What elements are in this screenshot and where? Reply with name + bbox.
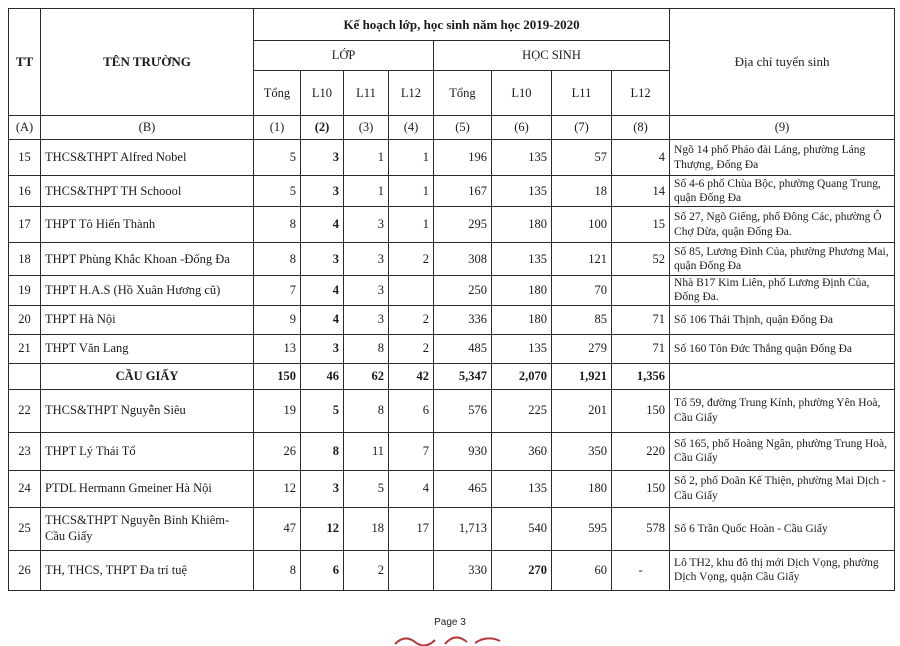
- col-code: (7): [552, 116, 612, 140]
- district-total: 46: [301, 363, 344, 389]
- stat-cell: 3: [344, 207, 389, 243]
- page-number: Page 3: [434, 617, 466, 628]
- table-row: [9, 243, 895, 276]
- stat-cell: 15: [612, 207, 670, 243]
- stat-cell: 330: [434, 550, 492, 590]
- stat-cell: 295: [434, 207, 492, 243]
- header-school-name: TÊN TRƯỜNG: [41, 9, 254, 116]
- col-code: (3): [344, 116, 389, 140]
- stat-cell: 12: [254, 470, 301, 507]
- stat-cell: 3: [301, 470, 344, 507]
- stat-cell: 4: [301, 305, 344, 334]
- admission-address: Số 85, Lương Đình Của, phường Phương Mai, quận Đống Đa: [670, 243, 895, 276]
- stat-cell: 270: [492, 550, 552, 590]
- row-index: 20: [9, 305, 41, 334]
- stat-cell: 1: [344, 176, 389, 207]
- table-row: [9, 507, 895, 550]
- stat-cell: 308: [434, 243, 492, 276]
- admission-address: Số 106 Thái Thịnh, quận Đống Đa: [670, 305, 895, 334]
- row-index: 21: [9, 334, 41, 363]
- stat-cell: 2: [389, 305, 434, 334]
- admission-address: Số 2, phố Doãn Kế Thiện, phường Mai Dịch - Cầu Giấy: [670, 470, 895, 507]
- stat-cell: 121: [552, 243, 612, 276]
- col-code: (2): [301, 116, 344, 140]
- row-index: 26: [9, 550, 41, 590]
- stat-cell: 135: [492, 470, 552, 507]
- school-name: THPT Hà Nội: [41, 305, 254, 334]
- stat-cell: 3: [301, 140, 344, 176]
- stat-cell: [389, 550, 434, 590]
- stat-cell: 350: [552, 432, 612, 470]
- col-code: (1): [254, 116, 301, 140]
- row-index: 18: [9, 243, 41, 276]
- stat-cell: 167: [434, 176, 492, 207]
- admission-address: Số 160 Tôn Đức Thắng quận Đống Đa: [670, 334, 895, 363]
- stat-cell: -: [612, 550, 670, 590]
- stat-cell: 360: [492, 432, 552, 470]
- row-index: 22: [9, 389, 41, 432]
- stat-cell: 71: [612, 305, 670, 334]
- stat-cell: 180: [552, 470, 612, 507]
- stat-cell: 1: [344, 140, 389, 176]
- stat-cell: 250: [434, 276, 492, 306]
- stat-cell: 201: [552, 389, 612, 432]
- stat-cell: 85: [552, 305, 612, 334]
- table-row: [9, 334, 895, 363]
- row-index: 23: [9, 432, 41, 470]
- stat-cell: 150: [612, 470, 670, 507]
- admission-address: Nhà B17 Kim Liên, phố Lương Định Của, Đống Đa.: [670, 276, 895, 306]
- stat-cell: 150: [612, 389, 670, 432]
- stat-cell: 12: [301, 507, 344, 550]
- admission-address: Tổ 59, đường Trung Kính, phường Yên Hoà, Cầu Giấy: [670, 389, 895, 432]
- stat-cell: 180: [492, 207, 552, 243]
- header-students: HỌC SINH: [434, 41, 670, 71]
- stat-cell: 13: [254, 334, 301, 363]
- school-name: THPT Văn Lang: [41, 334, 254, 363]
- subheader: L11: [552, 71, 612, 116]
- col-code: (5): [434, 116, 492, 140]
- stat-cell: 19: [254, 389, 301, 432]
- table-row: [9, 140, 895, 176]
- header-address: Địa chỉ tuyển sinh: [670, 9, 895, 116]
- stat-cell: 8: [254, 207, 301, 243]
- school-name: THCS&THPT Nguyễn Siêu: [41, 389, 254, 432]
- stat-cell: 5: [344, 470, 389, 507]
- stat-cell: 47: [254, 507, 301, 550]
- stat-cell: 4: [301, 207, 344, 243]
- col-code: (4): [389, 116, 434, 140]
- stat-cell: 18: [344, 507, 389, 550]
- stat-cell: 1: [389, 140, 434, 176]
- stat-cell: 465: [434, 470, 492, 507]
- stat-cell: 3: [301, 334, 344, 363]
- admission-address: Số 6 Trần Quốc Hoàn - Cầu Giấy: [670, 507, 895, 550]
- subheader: L12: [612, 71, 670, 116]
- stat-cell: 180: [492, 305, 552, 334]
- school-name: THCS&THPT TH Schoool: [41, 176, 254, 207]
- district-total: 1,921: [552, 363, 612, 389]
- row-index: 15: [9, 140, 41, 176]
- stat-cell: 135: [492, 176, 552, 207]
- stat-cell: 7: [254, 276, 301, 306]
- stat-cell: 3: [344, 305, 389, 334]
- stat-cell: 1: [389, 176, 434, 207]
- stat-cell: 180: [492, 276, 552, 306]
- stat-cell: 220: [612, 432, 670, 470]
- header-classes: LỚP: [254, 41, 434, 71]
- school-name: THCS&THPT Nguyễn Bỉnh Khiêm-Cầu Giấy: [41, 507, 254, 550]
- school-name: THPT H.A.S (Hồ Xuân Hương cũ): [41, 276, 254, 306]
- stat-cell: 540: [492, 507, 552, 550]
- stat-cell: 5: [301, 389, 344, 432]
- admission-address: Số 4-6 phố Chùa Bộc, phường Quang Trung, quận Đống Đa: [670, 176, 895, 207]
- subheader: L11: [344, 71, 389, 116]
- stat-cell: 1,713: [434, 507, 492, 550]
- stat-cell: 52: [612, 243, 670, 276]
- district-total: 150: [254, 363, 301, 389]
- stat-cell: 8: [344, 389, 389, 432]
- stat-cell: 1: [389, 207, 434, 243]
- school-name: THPT Phùng Khắc Khoan -Đống Đa: [41, 243, 254, 276]
- row-index: 16: [9, 176, 41, 207]
- col-code: (8): [612, 116, 670, 140]
- header-plan-title: Kế hoạch lớp, học sinh năm học 2019-2020: [254, 9, 670, 41]
- stat-cell: 3: [301, 176, 344, 207]
- school-plan-table: [8, 8, 895, 591]
- subheader: Tổng: [434, 71, 492, 116]
- stat-cell: 576: [434, 389, 492, 432]
- table-row: [9, 389, 895, 432]
- stat-cell: 6: [301, 550, 344, 590]
- table-row: [9, 176, 895, 207]
- subheader: L10: [301, 71, 344, 116]
- table-row: [9, 550, 895, 590]
- admission-address: Lô TH2, khu đô thị mới Dịch Vọng, phường Dịch Vọng, quận Cầu Giấy: [670, 550, 895, 590]
- column-code-row: [9, 116, 895, 140]
- school-name: THPT Lý Thái Tổ: [41, 432, 254, 470]
- stat-cell: 2: [389, 334, 434, 363]
- stat-cell: 8: [344, 334, 389, 363]
- district-total: 62: [344, 363, 389, 389]
- admission-address: Số 165, phố Hoàng Ngân, phường Trung Hoà, Cầu Giấy: [670, 432, 895, 470]
- stat-cell: 595: [552, 507, 612, 550]
- header-tt: TT: [9, 9, 41, 116]
- district-total: 42: [389, 363, 434, 389]
- table-row: [9, 470, 895, 507]
- district-name: CẦU GIẤY: [41, 363, 254, 389]
- table-row: [9, 207, 895, 243]
- stat-cell: 336: [434, 305, 492, 334]
- row-index: 17: [9, 207, 41, 243]
- stat-cell: 3: [344, 276, 389, 306]
- table-row: [9, 305, 895, 334]
- col-code: (A): [9, 116, 41, 140]
- stat-cell: 14: [612, 176, 670, 207]
- stat-cell: 196: [434, 140, 492, 176]
- table-row: [9, 432, 895, 470]
- stat-cell: 7: [389, 432, 434, 470]
- col-code: (B): [41, 116, 254, 140]
- stat-cell: 100: [552, 207, 612, 243]
- stat-cell: 2: [389, 243, 434, 276]
- admission-address: Số 27, Ngõ Giếng, phố Đông Các, phường Ô Chợ Dừa, quận Đống Đa.: [670, 207, 895, 243]
- stat-cell: 17: [389, 507, 434, 550]
- stat-cell: [389, 276, 434, 306]
- stat-cell: 6: [389, 389, 434, 432]
- district-total: 5,347: [434, 363, 492, 389]
- stat-cell: 8: [254, 243, 301, 276]
- subheader: L10: [492, 71, 552, 116]
- stat-cell: 135: [492, 140, 552, 176]
- subheader: L12: [389, 71, 434, 116]
- stat-cell: 279: [552, 334, 612, 363]
- stat-cell: 60: [552, 550, 612, 590]
- stat-cell: 5: [254, 176, 301, 207]
- stat-cell: 3: [301, 243, 344, 276]
- row-index: 24: [9, 470, 41, 507]
- admission-address: Ngõ 14 phố Pháo đài Láng, phường Láng Thượng, Đống Đa: [670, 140, 895, 176]
- school-name: THPT Tô Hiến Thành: [41, 207, 254, 243]
- stat-cell: 71: [612, 334, 670, 363]
- col-code: (9): [670, 116, 895, 140]
- stat-cell: 70: [552, 276, 612, 306]
- stat-cell: [612, 276, 670, 306]
- row-index: 19: [9, 276, 41, 306]
- district-total-row: [9, 363, 895, 389]
- signature-mark: [375, 632, 525, 646]
- table-row: [9, 276, 895, 306]
- stat-cell: 26: [254, 432, 301, 470]
- col-code: (6): [492, 116, 552, 140]
- stat-cell: 135: [492, 334, 552, 363]
- subheader: Tổng: [254, 71, 301, 116]
- stat-cell: 578: [612, 507, 670, 550]
- stat-cell: 18: [552, 176, 612, 207]
- stat-cell: 930: [434, 432, 492, 470]
- district-total: 2,070: [492, 363, 552, 389]
- stat-cell: 485: [434, 334, 492, 363]
- stat-cell: 5: [254, 140, 301, 176]
- school-name: THCS&THPT Alfred Nobel: [41, 140, 254, 176]
- stat-cell: 4: [301, 276, 344, 306]
- stat-cell: 135: [492, 243, 552, 276]
- stat-cell: 8: [301, 432, 344, 470]
- stat-cell: 4: [612, 140, 670, 176]
- school-name: TH, THCS, THPT Đa trí tuệ: [41, 550, 254, 590]
- stat-cell: 9: [254, 305, 301, 334]
- stat-cell: 57: [552, 140, 612, 176]
- stat-cell: 225: [492, 389, 552, 432]
- stat-cell: 2: [344, 550, 389, 590]
- district-total: 1,356: [612, 363, 670, 389]
- school-name: PTDL Hermann Gmeiner Hà Nội: [41, 470, 254, 507]
- stat-cell: 3: [344, 243, 389, 276]
- row-index: 25: [9, 507, 41, 550]
- stat-cell: 4: [389, 470, 434, 507]
- stat-cell: 8: [254, 550, 301, 590]
- stat-cell: 11: [344, 432, 389, 470]
